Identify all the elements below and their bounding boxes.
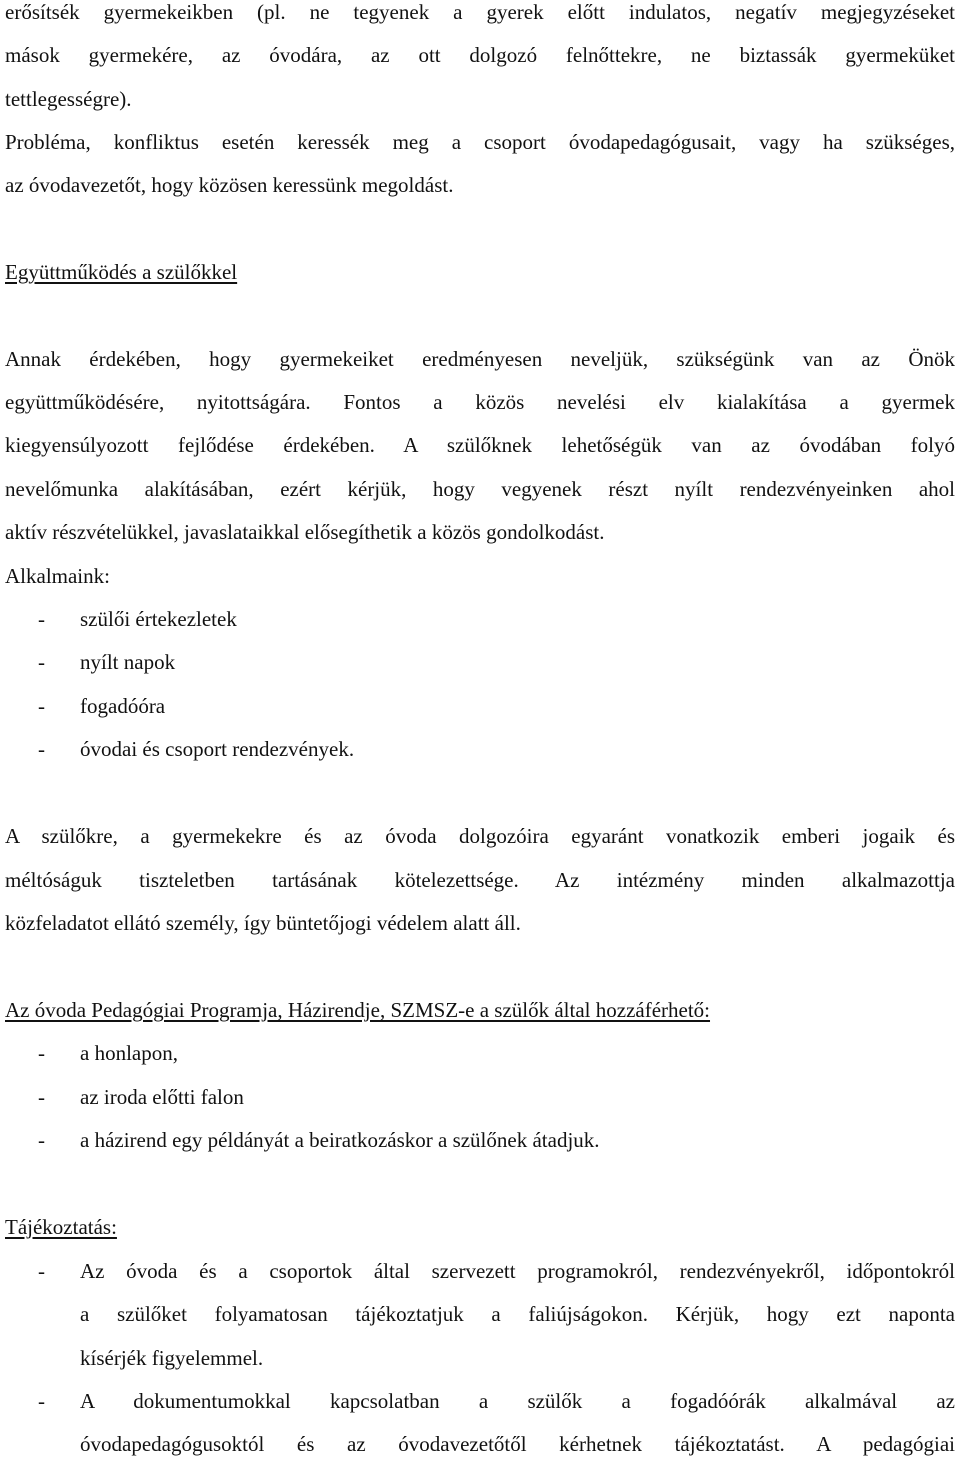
list-item-text: nyílt napok (80, 650, 176, 674)
list-item-continuation: a szülőket folyamatosan tájékoztatjuk a faliújságokon. Kérjük, hogy ezt naponta (80, 1302, 955, 1326)
paragraph-line: mások gyermekére, az óvodára, az ott dolgozó felnőttekre, ne biztassák gyermeküket (5, 43, 955, 67)
list-dash: - (38, 694, 45, 718)
list-item-continuation: óvodapedagógusoktól és az óvodavezetőtől kérhetnek tájékoztatást. A pedagógiai (80, 1432, 955, 1456)
paragraph-line: A szülőkre, a gyermekekre és az óvoda dolgozóira egyaránt vonatkozik emberi jogaik és (5, 824, 955, 848)
list-item-text: szülői értekezletek (80, 607, 237, 631)
paragraph-line: az óvodavezetőt, hogy közösen keressünk megoldást. (5, 173, 454, 197)
list-item-text: a házirend egy példányát a beiratkozáskor a szülőnek átadjuk. (80, 1128, 600, 1152)
list-item-text: a honlapon, (80, 1041, 178, 1065)
paragraph-line: együttműködésére, nyitottságára. Fontos a közös nevelési elv kialakítása a gyermek (5, 390, 955, 414)
list-dash: - (38, 737, 45, 761)
list-dash: - (38, 1259, 45, 1283)
paragraph-line: közfeladatot ellátó személy, így büntetőjogi védelem alatt áll. (5, 911, 521, 935)
list-item-text: fogadóóra (80, 694, 166, 718)
paragraph-line: tettlegességre). (5, 87, 132, 111)
list-item-text: az iroda előtti falon (80, 1085, 244, 1109)
paragraph-line: nevelőmunka alakításában, ezért kérjük, hogy vegyenek részt nyílt rendezvényeinken ahol (5, 477, 955, 501)
paragraph-line: kiegyensúlyozott fejlődése érdekében. A szülőknek lehetőségük van az óvodában folyó (5, 433, 955, 457)
list-dash: - (38, 1085, 45, 1109)
paragraph-line: erősítsék gyermekeikben (pl. ne tegyenek a gyerek előtt indulatos, negatív megjegyzéseket (5, 0, 955, 24)
section-heading-documents: Az óvoda Pedagógiai Programja, Házirendje, SZMSZ-e a szülők által hozzáférhető: (5, 998, 711, 1022)
paragraph-line: méltóságuk tiszteletben tartásának kötelezettsége. Az intézmény minden alkalmazottja (5, 868, 955, 892)
paragraph-line: aktív részvételükkel, javaslataikkal elősegíthetik a közös gondolkodást. (5, 520, 605, 544)
list-label-alkalmaink: Alkalmaink: (5, 564, 110, 588)
list-dash: - (38, 1128, 45, 1152)
paragraph-line: Probléma, konfliktus esetén keressék meg a csoport óvodapedagógusait, vagy ha szükséges, (5, 130, 955, 154)
section-heading-cooperation: Együttműködés a szülőkkel (5, 260, 238, 284)
list-dash: - (38, 1389, 45, 1413)
list-item-text: óvodai és csoport rendezvények. (80, 737, 355, 761)
section-heading-information: Tájékoztatás: (5, 1215, 117, 1239)
paragraph-line: Annak érdekében, hogy gyermekeiket eredményesen neveljük, szükségünk van az Önök (5, 347, 955, 371)
list-dash: - (38, 1041, 45, 1065)
list-item-continuation: kísérjék figyelemmel. (80, 1346, 264, 1370)
list-item-text: A dokumentumokkal kapcsolatban a szülők a fogadóórák alkalmával az (80, 1389, 955, 1413)
list-item-text: Az óvoda és a csoportok által szervezett programokról, rendezvényekről, időpontokról (80, 1259, 955, 1283)
list-dash: - (38, 607, 45, 631)
list-dash: - (38, 650, 45, 674)
document-page (5, 0, 955, 1460)
